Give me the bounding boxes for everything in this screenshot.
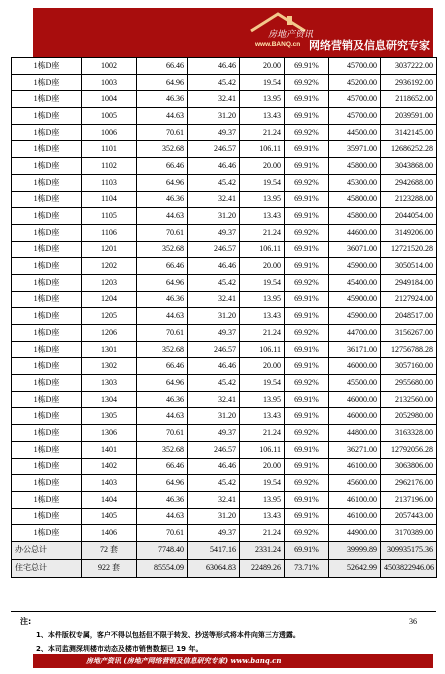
cell-usable-area: 31.20 — [188, 508, 240, 525]
cell-usage-rate: 69.92% — [285, 375, 329, 392]
cell-unit-no: 1101 — [82, 141, 137, 158]
cell-total-price: 2123288.00 — [381, 191, 437, 208]
cell-usable-area: 49.37 — [188, 325, 240, 342]
cell-total-price: 2052980.00 — [381, 408, 437, 425]
cell-usage-rate: 69.91% — [285, 341, 329, 358]
note-monitoring: 2、本司监测深圳楼市动态及楼市销售数据已 19 年。 — [36, 645, 203, 653]
cell-usage-rate: 69.91% — [285, 408, 329, 425]
cell-shared-area: 19.54 — [240, 74, 285, 91]
cell-unit-no: 1301 — [82, 341, 137, 358]
cell-building: 1栋D座 — [12, 58, 82, 75]
cell-unit-no: 1003 — [82, 74, 137, 91]
cell-unit-no: 1403 — [82, 475, 137, 492]
header-title: 网络营销及信息研究专家 — [309, 39, 430, 52]
cell-building: 1栋D座 — [12, 291, 82, 308]
cell-total-area: 66.46 — [137, 458, 188, 475]
cell-total-area: 46.36 — [137, 391, 188, 408]
summary-row — [12, 541, 437, 559]
cell-shared-area: 21.24 — [240, 425, 285, 442]
cell-shared-area: 106.11 — [240, 441, 285, 458]
cell-building: 1栋D座 — [12, 191, 82, 208]
cell-usable-area: 246.57 — [188, 341, 240, 358]
cell-shared-area: 13.43 — [240, 308, 285, 325]
cell-unit-price: 44900.00 — [329, 525, 381, 542]
cell-total-price: 3149206.00 — [381, 224, 437, 241]
sales-table — [11, 57, 437, 578]
cell-building: 1栋D座 — [12, 208, 82, 225]
cell-unit-no: 1106 — [82, 224, 137, 241]
cell-total-area: 64.96 — [137, 74, 188, 91]
cell-shared-area: 19.54 — [240, 475, 285, 492]
cell-total-area: 64.96 — [137, 274, 188, 291]
cell-usage-rate: 69.92% — [285, 425, 329, 442]
cell-usable-area: 31.20 — [188, 308, 240, 325]
table-row — [12, 291, 437, 308]
cell-total-price: 2949184.00 — [381, 274, 437, 291]
cell-unit-price: 45800.00 — [329, 191, 381, 208]
table-row — [12, 325, 437, 342]
cell-unit-price: 45700.00 — [329, 58, 381, 75]
cell-building: 1栋D座 — [12, 224, 82, 241]
cell-shared-area: 21.24 — [240, 124, 285, 141]
cell-total-area: 70.61 — [137, 425, 188, 442]
cell-usable-area: 49.37 — [188, 224, 240, 241]
cell-shared-area: 20.00 — [240, 258, 285, 275]
cell-total-price: 3156267.00 — [381, 325, 437, 342]
cell-total-price: 2962176.00 — [381, 475, 437, 492]
cell-usage-rate: 69.92% — [285, 475, 329, 492]
cell-shared-area: 13.43 — [240, 408, 285, 425]
table-row — [12, 491, 437, 508]
cell-unit-price: 36071.00 — [329, 241, 381, 258]
cell-unit-price: 44500.00 — [329, 124, 381, 141]
cell-unit-price: 46100.00 — [329, 508, 381, 525]
cell-unit-price: 45600.00 — [329, 475, 381, 492]
cell-unit-no: 1006 — [82, 124, 137, 141]
cell-building: 1栋D座 — [12, 274, 82, 291]
cell-usable-area: 32.41 — [188, 391, 240, 408]
cell-shared-area: 20.00 — [240, 458, 285, 475]
cell-unit-no: 1202 — [82, 258, 137, 275]
cell-building: 1栋D座 — [12, 458, 82, 475]
cell-building: 1栋D座 — [12, 441, 82, 458]
cell-usable-area: 246.57 — [188, 441, 240, 458]
table-row — [12, 91, 437, 108]
notes-heading: 注: — [20, 617, 32, 626]
cell-unit-no: 1104 — [82, 191, 137, 208]
table-row — [12, 508, 437, 525]
cell-total-area: 44.63 — [137, 308, 188, 325]
cell-total-price: 3057160.00 — [381, 358, 437, 375]
cell-total-price: 12686252.28 — [381, 141, 437, 158]
cell-total-area: 7748.40 — [137, 541, 188, 559]
cell-usable-area: 49.37 — [188, 525, 240, 542]
cell-unit-price: 35971.00 — [329, 141, 381, 158]
cell-shared-area: 13.95 — [240, 191, 285, 208]
cell-usable-area: 63064.83 — [188, 559, 240, 577]
table-row — [12, 191, 437, 208]
cell-shared-area: 19.54 — [240, 274, 285, 291]
cell-total-price: 2132560.00 — [381, 391, 437, 408]
cell-total-price: 2048517.00 — [381, 308, 437, 325]
cell-usage-rate: 69.91% — [285, 358, 329, 375]
cell-unit-no: 1401 — [82, 441, 137, 458]
table-row — [12, 441, 437, 458]
footer-text: 房地产资讯 (房地产网络营销及信息研究专家) www.banq.cn — [86, 656, 282, 665]
table-row — [12, 74, 437, 91]
cell-total-area: 46.36 — [137, 291, 188, 308]
cell-total-price: 3043868.00 — [381, 158, 437, 175]
cell-building: 1栋D座 — [12, 341, 82, 358]
cell-usable-area: 246.57 — [188, 241, 240, 258]
cell-usable-area: 32.41 — [188, 491, 240, 508]
cell-usable-area: 32.41 — [188, 91, 240, 108]
cell-total-area: 70.61 — [137, 325, 188, 342]
page-number: 36 — [409, 617, 417, 626]
cell-unit-price: 45700.00 — [329, 91, 381, 108]
cell-unit-no: 1306 — [82, 425, 137, 442]
cell-unit-price: 46000.00 — [329, 358, 381, 375]
cell-total-area: 70.61 — [137, 525, 188, 542]
cell-building: 1栋D座 — [12, 308, 82, 325]
cell-shared-area: 106.11 — [240, 241, 285, 258]
summary-row — [12, 559, 437, 577]
cell-building: 1栋D座 — [12, 325, 82, 342]
cell-total-price: 3163328.00 — [381, 425, 437, 442]
cell-total-area: 46.36 — [137, 491, 188, 508]
cell-shared-area: 20.00 — [240, 158, 285, 175]
cell-usage-rate: 69.92% — [285, 325, 329, 342]
cell-building: 1栋D座 — [12, 525, 82, 542]
cell-total-price: 3142145.00 — [381, 124, 437, 141]
cell-usage-rate: 69.92% — [285, 124, 329, 141]
cell-shared-area: 13.95 — [240, 91, 285, 108]
cell-unit-price: 45700.00 — [329, 108, 381, 125]
cell-unit-price: 39999.89 — [329, 541, 381, 559]
table-row — [12, 408, 437, 425]
cell-unit-no: 1005 — [82, 108, 137, 125]
table-row — [12, 141, 437, 158]
cell-unit-no: 1004 — [82, 91, 137, 108]
cell-usage-rate: 69.91% — [285, 441, 329, 458]
cell-building: 住宅总计 — [12, 559, 82, 577]
cell-total-price: 12721520.28 — [381, 241, 437, 258]
cell-usable-area: 5417.16 — [188, 541, 240, 559]
cell-unit-no: 1205 — [82, 308, 137, 325]
cell-total-price: 3050514.00 — [381, 258, 437, 275]
table-row — [12, 525, 437, 542]
cell-building: 1栋D座 — [12, 74, 82, 91]
table-row — [12, 108, 437, 125]
table-row — [12, 375, 437, 392]
cell-total-area: 64.96 — [137, 475, 188, 492]
cell-total-price: 12756788.28 — [381, 341, 437, 358]
cell-usage-rate: 69.92% — [285, 74, 329, 91]
note-copyright: 1、本件版权专属，客户不得以包括但不限于转发、抄送等形式将本件向第三方透露。 — [36, 631, 300, 639]
cell-shared-area: 21.24 — [240, 325, 285, 342]
cell-usage-rate: 69.91% — [285, 258, 329, 275]
cell-shared-area: 22489.26 — [240, 559, 285, 577]
cell-total-area: 66.46 — [137, 358, 188, 375]
cell-usable-area: 46.46 — [188, 458, 240, 475]
cell-usage-rate: 69.91% — [285, 291, 329, 308]
cell-usable-area: 46.46 — [188, 58, 240, 75]
cell-building: 1栋D座 — [12, 108, 82, 125]
cell-unit-no: 1304 — [82, 391, 137, 408]
cell-building: 1栋D座 — [12, 141, 82, 158]
cell-building: 1栋D座 — [12, 425, 82, 442]
cell-usable-area: 31.20 — [188, 108, 240, 125]
cell-total-area: 44.63 — [137, 108, 188, 125]
cell-total-area: 64.96 — [137, 174, 188, 191]
cell-unit-price: 45800.00 — [329, 208, 381, 225]
cell-total-price: 2057443.00 — [381, 508, 437, 525]
cell-building: 1栋D座 — [12, 258, 82, 275]
cell-usable-area: 45.42 — [188, 274, 240, 291]
logo-text: 房地产资讯 — [268, 30, 314, 40]
cell-usable-area: 46.46 — [188, 158, 240, 175]
logo-url: www.BANQ.cn — [255, 41, 301, 48]
cell-total-area: 64.96 — [137, 375, 188, 392]
cell-total-area: 46.36 — [137, 191, 188, 208]
table-row — [12, 308, 437, 325]
cell-shared-area: 2331.24 — [240, 541, 285, 559]
cell-building: 1栋D座 — [12, 508, 82, 525]
table-row — [12, 358, 437, 375]
cell-usable-area: 49.37 — [188, 425, 240, 442]
cell-usable-area: 49.37 — [188, 124, 240, 141]
cell-unit-price: 45300.00 — [329, 174, 381, 191]
cell-total-area: 70.61 — [137, 124, 188, 141]
cell-building: 办公总计 — [12, 541, 82, 559]
cell-shared-area: 13.43 — [240, 108, 285, 125]
cell-unit-no: 1302 — [82, 358, 137, 375]
cell-usage-rate: 69.91% — [285, 391, 329, 408]
table-row — [12, 208, 437, 225]
cell-total-area: 46.36 — [137, 91, 188, 108]
cell-unit-no: 1201 — [82, 241, 137, 258]
cell-usage-rate: 73.71% — [285, 559, 329, 577]
cell-total-area: 352.68 — [137, 241, 188, 258]
cell-shared-area: 13.43 — [240, 208, 285, 225]
table-row — [12, 158, 437, 175]
cell-building: 1栋D座 — [12, 358, 82, 375]
cell-unit-price: 46100.00 — [329, 491, 381, 508]
cell-usable-area: 31.20 — [188, 408, 240, 425]
cell-usage-rate: 69.91% — [285, 108, 329, 125]
cell-total-price: 4503822946.06 — [381, 559, 437, 577]
table-row — [12, 274, 437, 291]
cell-total-area: 352.68 — [137, 341, 188, 358]
cell-usage-rate: 69.91% — [285, 241, 329, 258]
table-row — [12, 341, 437, 358]
cell-shared-area: 20.00 — [240, 58, 285, 75]
cell-shared-area: 21.24 — [240, 224, 285, 241]
cell-unit-price: 44600.00 — [329, 224, 381, 241]
cell-usable-area: 246.57 — [188, 141, 240, 158]
cell-shared-area: 106.11 — [240, 341, 285, 358]
cell-shared-area: 106.11 — [240, 141, 285, 158]
cell-unit-price: 45800.00 — [329, 158, 381, 175]
cell-total-price: 2936192.00 — [381, 74, 437, 91]
cell-unit-no: 1305 — [82, 408, 137, 425]
cell-unit-no: 1303 — [82, 375, 137, 392]
cell-usage-rate: 69.92% — [285, 274, 329, 291]
cell-usage-rate: 69.92% — [285, 224, 329, 241]
cell-unit-no: 1206 — [82, 325, 137, 342]
cell-total-price: 2118652.00 — [381, 91, 437, 108]
cell-total-area: 44.63 — [137, 208, 188, 225]
table-row — [12, 58, 437, 75]
cell-usage-rate: 69.91% — [285, 541, 329, 559]
cell-total-price: 3037222.00 — [381, 58, 437, 75]
cell-total-area: 352.68 — [137, 141, 188, 158]
cell-total-price: 2044054.00 — [381, 208, 437, 225]
cell-usable-area: 46.46 — [188, 358, 240, 375]
cell-usage-rate: 69.91% — [285, 141, 329, 158]
cell-total-price: 309935175.36 — [381, 541, 437, 559]
cell-unit-no: 1203 — [82, 274, 137, 291]
table-row — [12, 241, 437, 258]
cell-unit-price: 45500.00 — [329, 375, 381, 392]
cell-usage-rate: 69.91% — [285, 208, 329, 225]
cell-building: 1栋D座 — [12, 475, 82, 492]
cell-unit-no: 1002 — [82, 58, 137, 75]
cell-building: 1栋D座 — [12, 491, 82, 508]
cell-total-price: 3063806.00 — [381, 458, 437, 475]
cell-building: 1栋D座 — [12, 375, 82, 392]
cell-total-price: 2137196.00 — [381, 491, 437, 508]
cell-usage-rate: 69.92% — [285, 174, 329, 191]
cell-building: 1栋D座 — [12, 158, 82, 175]
table-row — [12, 475, 437, 492]
cell-usable-area: 45.42 — [188, 375, 240, 392]
cell-shared-area: 21.24 — [240, 525, 285, 542]
cell-shared-area: 13.95 — [240, 491, 285, 508]
cell-usage-rate: 69.91% — [285, 58, 329, 75]
cell-building: 1栋D座 — [12, 124, 82, 141]
table-row — [12, 124, 437, 141]
cell-total-area: 66.46 — [137, 258, 188, 275]
cell-unit-no: 1204 — [82, 291, 137, 308]
cell-total-price: 2039591.00 — [381, 108, 437, 125]
cell-building: 1栋D座 — [12, 241, 82, 258]
cell-unit-price: 44700.00 — [329, 325, 381, 342]
cell-total-area: 85554.09 — [137, 559, 188, 577]
cell-total-area: 66.46 — [137, 58, 188, 75]
cell-usable-area: 45.42 — [188, 174, 240, 191]
cell-usable-area: 32.41 — [188, 191, 240, 208]
cell-unit-no: 72 套 — [82, 541, 137, 559]
cell-usable-area: 45.42 — [188, 74, 240, 91]
cell-unit-no: 922 套 — [82, 559, 137, 577]
cell-unit-no: 1406 — [82, 525, 137, 542]
cell-usage-rate: 69.91% — [285, 191, 329, 208]
cell-total-area: 44.63 — [137, 508, 188, 525]
table-row — [12, 391, 437, 408]
cell-usage-rate: 69.91% — [285, 508, 329, 525]
cell-building: 1栋D座 — [12, 391, 82, 408]
cell-building: 1栋D座 — [12, 91, 82, 108]
cell-unit-no: 1105 — [82, 208, 137, 225]
cell-unit-price: 46100.00 — [329, 458, 381, 475]
cell-unit-price: 46000.00 — [329, 391, 381, 408]
cell-total-area: 70.61 — [137, 224, 188, 241]
cell-unit-no: 1103 — [82, 174, 137, 191]
cell-total-price: 2942688.00 — [381, 174, 437, 191]
cell-shared-area: 19.54 — [240, 174, 285, 191]
cell-shared-area: 19.54 — [240, 375, 285, 392]
cell-unit-price: 45900.00 — [329, 258, 381, 275]
cell-building: 1栋D座 — [12, 408, 82, 425]
cell-total-area: 352.68 — [137, 441, 188, 458]
cell-usable-area: 46.46 — [188, 258, 240, 275]
table-row — [12, 224, 437, 241]
table-row — [12, 174, 437, 191]
cell-unit-price: 52642.99 — [329, 559, 381, 577]
table-row — [12, 458, 437, 475]
cell-usage-rate: 69.91% — [285, 458, 329, 475]
cell-usage-rate: 69.92% — [285, 525, 329, 542]
cell-unit-price: 44800.00 — [329, 425, 381, 442]
cell-building: 1栋D座 — [12, 174, 82, 191]
cell-shared-area: 13.95 — [240, 391, 285, 408]
cell-total-price: 3170389.00 — [381, 525, 437, 542]
cell-total-price: 2127924.00 — [381, 291, 437, 308]
table-row — [12, 258, 437, 275]
cell-shared-area: 20.00 — [240, 358, 285, 375]
cell-unit-price: 46000.00 — [329, 408, 381, 425]
cell-unit-price: 45900.00 — [329, 291, 381, 308]
cell-usage-rate: 69.91% — [285, 91, 329, 108]
cell-usable-area: 31.20 — [188, 208, 240, 225]
cell-usable-area: 45.42 — [188, 475, 240, 492]
cell-shared-area: 13.95 — [240, 291, 285, 308]
cell-unit-price: 36171.00 — [329, 341, 381, 358]
cell-usage-rate: 69.91% — [285, 491, 329, 508]
cell-unit-price: 45200.00 — [329, 74, 381, 91]
cell-unit-no: 1102 — [82, 158, 137, 175]
cell-total-area: 44.63 — [137, 408, 188, 425]
cell-unit-no: 1404 — [82, 491, 137, 508]
cell-unit-no: 1405 — [82, 508, 137, 525]
cell-usable-area: 32.41 — [188, 291, 240, 308]
table-row — [12, 425, 437, 442]
cell-usage-rate: 69.91% — [285, 308, 329, 325]
cell-shared-area: 13.43 — [240, 508, 285, 525]
cell-unit-price: 45900.00 — [329, 308, 381, 325]
cell-total-area: 66.46 — [137, 158, 188, 175]
cell-unit-no: 1402 — [82, 458, 137, 475]
cell-unit-price: 45400.00 — [329, 274, 381, 291]
cell-unit-price: 36271.00 — [329, 441, 381, 458]
cell-total-price: 2955680.00 — [381, 375, 437, 392]
cell-usage-rate: 69.91% — [285, 158, 329, 175]
cell-total-price: 12792056.28 — [381, 441, 437, 458]
